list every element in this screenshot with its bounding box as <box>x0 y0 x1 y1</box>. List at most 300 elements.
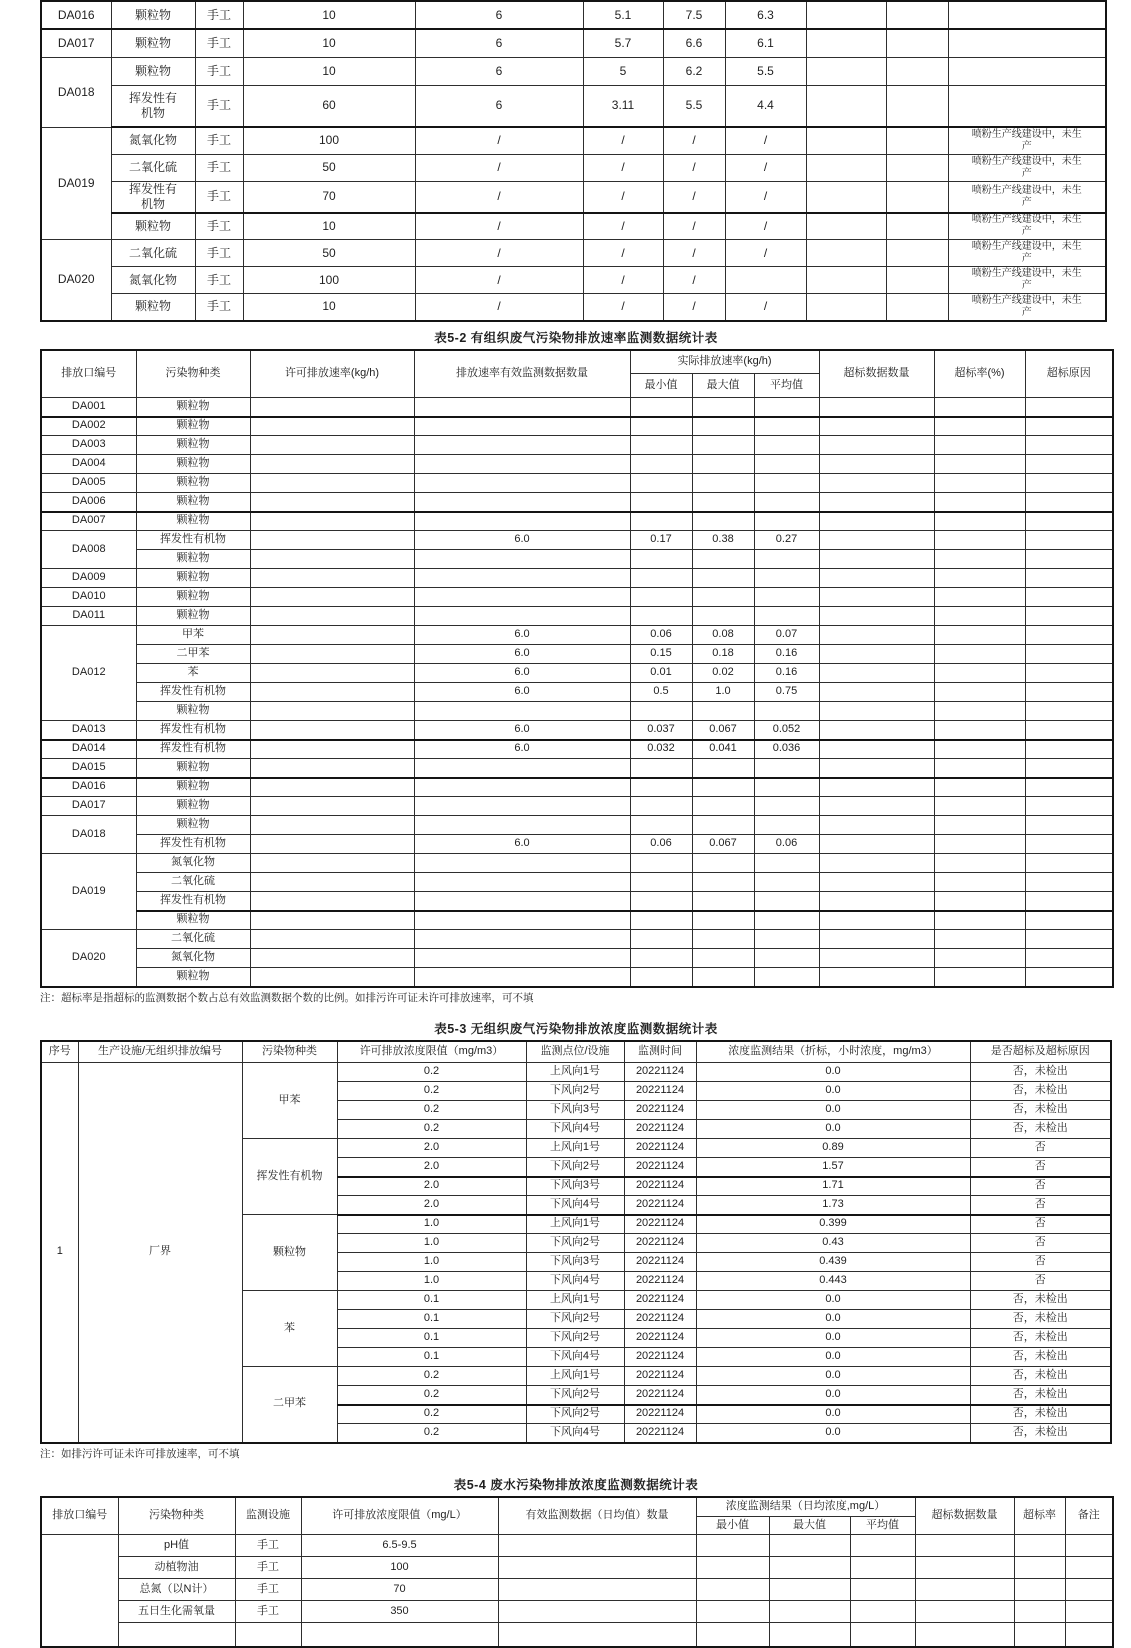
exceed-count-cell <box>819 816 934 835</box>
max-cell <box>692 588 754 607</box>
exceed-rate-cell <box>934 417 1025 436</box>
note-cell <box>1065 1601 1113 1623</box>
pollutant-cell: 颗粒物 <box>111 294 195 321</box>
limit-cell <box>250 531 414 550</box>
count-cell: 6.0 <box>414 531 630 550</box>
max-cell <box>692 759 754 778</box>
limit-cell: 10 <box>243 57 415 85</box>
result-cell: 0.89 <box>696 1139 970 1158</box>
verdict-cell: 否 <box>970 1139 1111 1158</box>
table-row <box>41 85 1106 127</box>
point-cell: 上风向1号 <box>526 1139 624 1158</box>
verdict-cell: 否 <box>970 1253 1111 1272</box>
limit-cell: 10 <box>243 213 415 240</box>
pollutant-cell: 甲苯 <box>136 626 250 645</box>
time-cell: 20221124 <box>624 1367 696 1386</box>
time-cell: 20221124 <box>624 1158 696 1177</box>
pollutant-cell: 挥发性有机物 <box>136 531 250 550</box>
max-cell: 0.18 <box>692 645 754 664</box>
pollutant-cell: pH值 <box>118 1535 235 1557</box>
outlet-col-header: 排放口编号 <box>41 1497 118 1535</box>
time-cell: 20221124 <box>624 1386 696 1405</box>
outlet-cell: DA013 <box>41 721 136 740</box>
min-cell <box>630 398 692 417</box>
count-cell <box>414 949 630 968</box>
time-cell: 20221124 <box>624 1291 696 1310</box>
avg-cell: 4.4 <box>725 85 806 127</box>
limit-cell: 0.1 <box>337 1291 526 1310</box>
min-cell: 0.06 <box>630 626 692 645</box>
outlet-cell: DA008 <box>41 531 136 569</box>
verdict-cell: 否 <box>970 1196 1111 1215</box>
table-row <box>41 294 1106 321</box>
exceed-rate-cell <box>886 294 948 321</box>
max-cell <box>692 512 754 531</box>
limit-cell: 0.2 <box>337 1120 526 1139</box>
table-row <box>41 436 1113 455</box>
max-cell <box>692 930 754 949</box>
table-row <box>41 398 1113 417</box>
reason-cell <box>1025 474 1113 493</box>
table-5-3 <box>40 1040 1112 1444</box>
limit-cell <box>250 911 414 930</box>
exceed-rate-cell <box>934 778 1025 797</box>
pollutant-cell: 颗粒物 <box>136 816 250 835</box>
pollutant-cell: 二氧化硫 <box>111 240 195 267</box>
outlet-col-header: 排放口编号 <box>41 350 136 398</box>
pollutant-cell: 二甲苯 <box>242 1367 337 1443</box>
time-cell: 20221124 <box>624 1101 696 1120</box>
min-cell <box>630 911 692 930</box>
point-cell: 下风向2号 <box>526 1386 624 1405</box>
facility-cell: 手工 <box>235 1535 301 1557</box>
reason-cell <box>1025 683 1113 702</box>
avg-cell <box>754 474 819 493</box>
limit-cell: 1.0 <box>337 1234 526 1253</box>
avg-cell: 0.06 <box>754 835 819 854</box>
table-row <box>41 911 1113 930</box>
exceed-count-cell <box>819 854 934 873</box>
table-5-4-body <box>41 1535 1113 1647</box>
time-cell: 20221124 <box>624 1196 696 1215</box>
avg-cell <box>850 1601 915 1623</box>
limit-cell <box>250 873 414 892</box>
result-cell: 0.0 <box>696 1082 970 1101</box>
limit-cell: 10 <box>243 1 415 29</box>
limit-cell <box>250 797 414 816</box>
pollutant-cell: 甲苯 <box>242 1063 337 1139</box>
table-row <box>41 930 1113 949</box>
count-cell: 6.0 <box>414 721 630 740</box>
exceed-rate-cell <box>934 949 1025 968</box>
facility-cell: 厂界 <box>78 1063 242 1443</box>
count-cell <box>414 455 630 474</box>
time-cell: 20221124 <box>624 1215 696 1234</box>
limit-cell <box>250 892 414 911</box>
pollutant-cell: 颗粒物 <box>136 759 250 778</box>
avg-cell: 0.036 <box>754 740 819 759</box>
exceed-rate-cell <box>934 968 1025 987</box>
limit-cell: 60 <box>243 85 415 127</box>
max-cell: 1.0 <box>692 683 754 702</box>
exceed-rate-cell <box>886 127 948 154</box>
exceed-count-cell <box>819 778 934 797</box>
pollutant-cell: 氮氧化物 <box>111 267 195 294</box>
note-cell <box>1065 1557 1113 1579</box>
min-cell: / <box>583 154 663 181</box>
min-cell <box>630 702 692 721</box>
pollutant-cell: 颗粒物 <box>136 512 250 531</box>
limit-cell: 0.1 <box>337 1348 526 1367</box>
exceed-rate-cell <box>934 512 1025 531</box>
pollutant-col-header: 污染物种类 <box>242 1041 337 1063</box>
limit-cell <box>250 493 414 512</box>
table-row <box>41 417 1113 436</box>
pollutant-cell: 挥发性有机物 <box>136 740 250 759</box>
outlet-cell: DA002 <box>41 417 136 436</box>
outlet-cell: DA019 <box>41 854 136 930</box>
max-cell <box>692 398 754 417</box>
point-cell: 上风向1号 <box>526 1215 624 1234</box>
exceed-rate-cell <box>886 154 948 181</box>
min-cell: 0.06 <box>630 835 692 854</box>
avg-cell: / <box>725 181 806 213</box>
facility-cell: 手工 <box>195 29 243 57</box>
table-row <box>41 1063 1111 1082</box>
table-row <box>41 240 1106 267</box>
limit-cell <box>250 683 414 702</box>
table-row <box>41 1 1106 29</box>
pollutant-cell: 挥发性有机物 <box>111 85 195 127</box>
avg-cell <box>754 816 819 835</box>
limit-cell <box>250 417 414 436</box>
max-cell <box>769 1601 850 1623</box>
avg-cell: 0.75 <box>754 683 819 702</box>
min-cell <box>630 550 692 569</box>
outlet-cell: DA010 <box>41 588 136 607</box>
table-5-3-body <box>41 1063 1111 1443</box>
exceed-rate-cell <box>934 569 1025 588</box>
avg-cell <box>754 588 819 607</box>
avg-cell: 6.1 <box>725 29 806 57</box>
pollutant-cell: 颗粒物 <box>136 778 250 797</box>
verdict-cell: 否，未检出 <box>970 1405 1111 1424</box>
pollutant-cell: 颗粒物 <box>111 57 195 85</box>
outlet-cell: DA003 <box>41 436 136 455</box>
limit-cell: 2.0 <box>337 1158 526 1177</box>
exceed-rate-cell <box>934 626 1025 645</box>
avg-cell: / <box>725 294 806 321</box>
count-cell <box>414 512 630 531</box>
exceed-count-cell <box>819 607 934 626</box>
max-cell <box>692 873 754 892</box>
limit-cell <box>250 740 414 759</box>
outlet-cell: DA018 <box>41 816 136 854</box>
avg-cell <box>754 911 819 930</box>
result-cell: 0.0 <box>696 1329 970 1348</box>
limit-cell <box>250 816 414 835</box>
min-cell <box>630 436 692 455</box>
min-cell: 0.15 <box>630 645 692 664</box>
limit-cell <box>250 588 414 607</box>
exceed-rate-col-header: 超标率(%) <box>934 350 1025 398</box>
avg-cell: 0.27 <box>754 531 819 550</box>
pollutant-cell: 颗粒物 <box>136 398 250 417</box>
reason-cell <box>1025 436 1113 455</box>
exceed-rate-cell <box>934 493 1025 512</box>
max-cell: 0.38 <box>692 531 754 550</box>
table-row <box>41 455 1113 474</box>
outlet-cell: DA005 <box>41 474 136 493</box>
time-cell: 20221124 <box>624 1405 696 1424</box>
seq-col-header: 序号 <box>41 1041 78 1063</box>
table-5-3-title: 表5-3 无组织废气污染物排放浓度监测数据统计表 <box>434 1021 718 1036</box>
facility-cell: 手工 <box>195 57 243 85</box>
reason-cell <box>1025 968 1113 987</box>
count-cell <box>414 493 630 512</box>
count-cell <box>498 1623 696 1647</box>
min-cell <box>696 1623 769 1647</box>
remark-cell: 喷粉生产线建设中，未生产 <box>948 154 1106 181</box>
count-cell: 6 <box>415 85 583 127</box>
outlet-cell: DA020 <box>41 930 136 987</box>
max-cell <box>769 1535 850 1557</box>
pollutant-cell: 苯 <box>136 664 250 683</box>
limit-cell <box>250 702 414 721</box>
limit-cell <box>250 949 414 968</box>
count-cell <box>414 968 630 987</box>
limit-cell: 10 <box>243 29 415 57</box>
max-cell <box>692 436 754 455</box>
reason-cell <box>1025 930 1113 949</box>
count-col-header: 排放速率有效监测数据数量 <box>414 350 630 398</box>
limit-cell <box>250 759 414 778</box>
table-row <box>41 512 1113 531</box>
exceed-count-cell <box>806 294 886 321</box>
min-cell: / <box>583 213 663 240</box>
table-5-2-header <box>41 350 1113 398</box>
reason-cell <box>1025 398 1113 417</box>
exceed-rate-cell <box>886 29 948 57</box>
pollutant-cell: 二氧化硫 <box>111 154 195 181</box>
outlet-cell: DA020 <box>41 240 111 321</box>
limit-cell: 0.1 <box>337 1329 526 1348</box>
outlet-cell: DA001 <box>41 398 136 417</box>
min-cell <box>630 854 692 873</box>
time-cell: 20221124 <box>624 1348 696 1367</box>
avg-cell <box>754 759 819 778</box>
min-cell: / <box>583 240 663 267</box>
remark-cell <box>948 1 1106 29</box>
exceed-rate-cell <box>886 85 948 127</box>
reason-col-header: 超标原因 <box>1025 350 1113 398</box>
exceed-rate-cell <box>934 531 1025 550</box>
exceed-rate-cell <box>934 588 1025 607</box>
table-row <box>41 949 1113 968</box>
exceed-count-cell <box>915 1623 1014 1647</box>
min-cell <box>630 474 692 493</box>
max-cell <box>692 797 754 816</box>
avg-col-header: 平均值 <box>754 374 819 398</box>
reason-cell <box>1025 873 1113 892</box>
min-cell: 0.01 <box>630 664 692 683</box>
table-5-2-body <box>41 398 1113 987</box>
reason-cell <box>1025 569 1113 588</box>
remark-cell: 喷粉生产线建设中，未生产 <box>948 181 1106 213</box>
pollutant-cell: 颗粒物 <box>111 1 195 29</box>
max-cell <box>692 911 754 930</box>
verdict-cell: 否，未检出 <box>970 1082 1111 1101</box>
max-cell <box>769 1579 850 1601</box>
exceed-count-cell <box>819 930 934 949</box>
pollutant-cell: 挥发性有机物 <box>111 181 195 213</box>
table-5-3-note: 注：如排污许可证未许可排放速率，可不填 <box>40 1447 240 1460</box>
limit-cell <box>250 968 414 987</box>
avg-cell <box>850 1623 915 1647</box>
limit-cell <box>250 930 414 949</box>
table-row <box>41 154 1106 181</box>
exceed-rate-cell <box>934 835 1025 854</box>
exceed-rate-cell <box>934 436 1025 455</box>
point-col-header: 监测点位/设施 <box>526 1041 624 1063</box>
exceed-rate-cell <box>886 267 948 294</box>
limit-cell: 0.2 <box>337 1405 526 1424</box>
result-cell: 0.0 <box>696 1120 970 1139</box>
result-cell: 0.0 <box>696 1367 970 1386</box>
max-cell: / <box>663 181 725 213</box>
exceed-rate-cell <box>934 550 1025 569</box>
reason-cell <box>1025 892 1113 911</box>
limit-cell: 1.0 <box>337 1272 526 1291</box>
limit-cell <box>250 512 414 531</box>
min-cell <box>630 816 692 835</box>
avg-cell: 0.16 <box>754 664 819 683</box>
remark-cell <box>948 85 1106 127</box>
result-cell: 0.443 <box>696 1272 970 1291</box>
count-cell <box>414 436 630 455</box>
reason-cell <box>1025 702 1113 721</box>
count-cell <box>414 930 630 949</box>
result-cell: 0.439 <box>696 1253 970 1272</box>
max-cell <box>692 968 754 987</box>
max-cell <box>692 569 754 588</box>
count-cell <box>414 702 630 721</box>
outlet-cell: DA007 <box>41 512 136 531</box>
count-cell: / <box>415 294 583 321</box>
exceed-rate-cell <box>934 873 1025 892</box>
limit-cell <box>250 854 414 873</box>
count-cell: 6.0 <box>414 835 630 854</box>
min-cell: 0.17 <box>630 531 692 550</box>
max-cell: / <box>663 127 725 154</box>
facility-cell <box>235 1623 301 1647</box>
avg-cell <box>754 778 819 797</box>
table-row <box>41 127 1106 154</box>
table-row <box>41 1557 1113 1579</box>
avg-cell: 0.07 <box>754 626 819 645</box>
pollutant-cell: 颗粒物 <box>136 474 250 493</box>
reason-cell <box>1025 607 1113 626</box>
min-cell <box>630 778 692 797</box>
avg-cell <box>754 892 819 911</box>
facility-cell: 手工 <box>195 267 243 294</box>
exceed-count-cell <box>915 1601 1014 1623</box>
exceed-rate-cell <box>934 721 1025 740</box>
max-cell: 6.2 <box>663 57 725 85</box>
actual-rate-col-header: 实际排放速率(kg/h) <box>630 350 819 374</box>
avg-cell <box>754 949 819 968</box>
max-cell: / <box>663 294 725 321</box>
min-cell: 0.5 <box>630 683 692 702</box>
avg-cell <box>754 493 819 512</box>
verdict-cell: 否，未检出 <box>970 1329 1111 1348</box>
count-cell <box>414 797 630 816</box>
exceed-rate-cell <box>934 702 1025 721</box>
table-row <box>41 57 1106 85</box>
result-cell: 0.0 <box>696 1424 970 1443</box>
avg-cell: / <box>725 240 806 267</box>
exceed-count-cell <box>806 57 886 85</box>
table-row <box>41 1623 1113 1647</box>
exceed-count-cell <box>819 512 934 531</box>
time-cell: 20221124 <box>624 1310 696 1329</box>
limit-cell: 70 <box>243 181 415 213</box>
table-5-3-header <box>41 1041 1111 1063</box>
outlet-cell: DA012 <box>41 626 136 721</box>
exceed-count-cell <box>819 835 934 854</box>
exceed-rate-cell <box>934 607 1025 626</box>
max-cell <box>692 778 754 797</box>
remark-cell: 喷粉生产线建设中，未生产 <box>948 294 1106 321</box>
pollutant-cell: 颗粒物 <box>111 213 195 240</box>
pollutant-cell: 苯 <box>242 1291 337 1367</box>
exceed-rate-cell <box>934 740 1025 759</box>
exceed-count-cell <box>819 398 934 417</box>
result-cell: 0.0 <box>696 1291 970 1310</box>
result-cell: 0.399 <box>696 1215 970 1234</box>
reason-cell <box>1025 512 1113 531</box>
verdict-cell: 否，未检出 <box>970 1310 1111 1329</box>
table-5-2-note: 注：超标率是指超标的监测数据个数占总有效监测数据个数的比例。如排污许可证未许可排放速率，可不填 <box>40 991 534 1004</box>
avg-cell: / <box>725 154 806 181</box>
min-cell: / <box>583 294 663 321</box>
table-row <box>41 892 1113 911</box>
count-cell: 6.0 <box>414 664 630 683</box>
count-cell <box>414 759 630 778</box>
note-cell <box>1065 1623 1113 1647</box>
max-cell <box>692 550 754 569</box>
time-cell: 20221124 <box>624 1272 696 1291</box>
max-cell <box>692 816 754 835</box>
point-cell: 上风向1号 <box>526 1291 624 1310</box>
pollutant-cell: 颗粒物 <box>136 436 250 455</box>
avg-cell <box>754 512 819 531</box>
max-col-header: 最大值 <box>692 374 754 398</box>
facility-cell: 手工 <box>195 240 243 267</box>
reason-cell <box>1025 588 1113 607</box>
pollutant-col-header: 污染物种类 <box>118 1497 235 1535</box>
point-cell: 下风向3号 <box>526 1253 624 1272</box>
count-cell: 6.0 <box>414 626 630 645</box>
exceed-count-cell <box>915 1535 1014 1557</box>
facility-cell: 手工 <box>235 1579 301 1601</box>
verdict-cell: 否，未检出 <box>970 1367 1111 1386</box>
reason-cell <box>1025 721 1113 740</box>
limit-cell <box>250 835 414 854</box>
table-5-4-title: 表5-4 废水污染物排放浓度监测数据统计表 <box>453 1477 699 1492</box>
avg-col-header: 平均值 <box>850 1517 915 1535</box>
reason-cell <box>1025 455 1113 474</box>
